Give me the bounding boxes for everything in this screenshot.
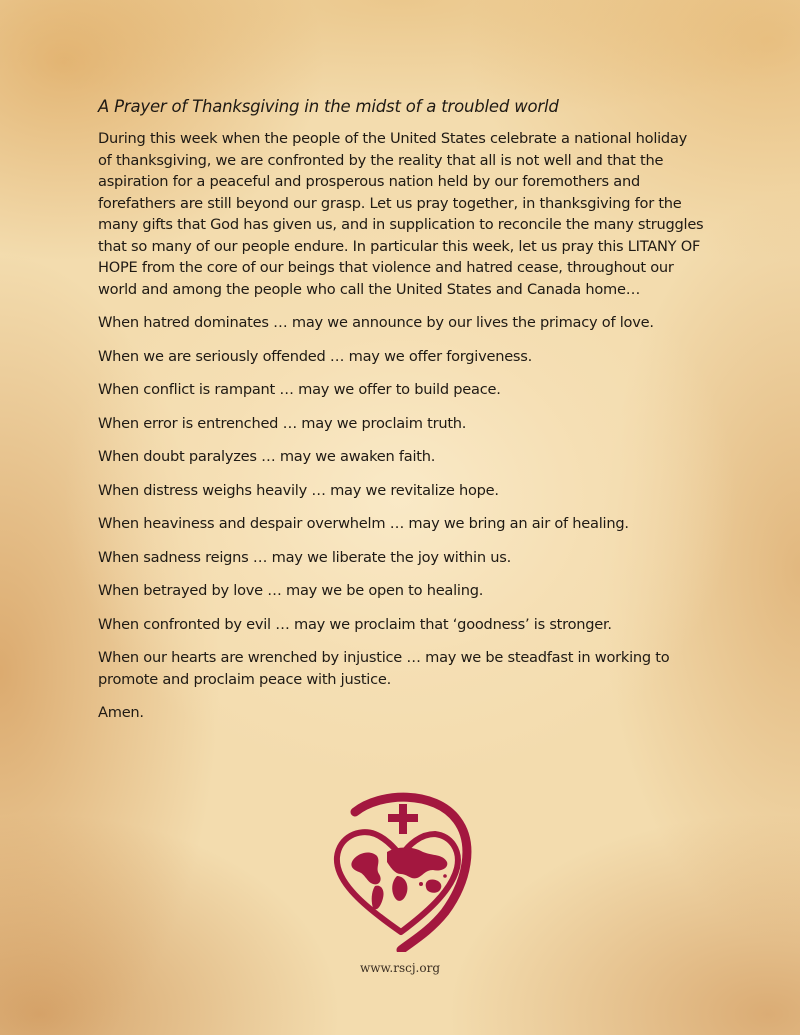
closing-amen: Amen. bbox=[98, 704, 144, 721]
litany-line: When confronted by evil … may we proclaim that ‘goodness’ is stronger. bbox=[98, 615, 612, 633]
website-link[interactable]: www.rscj.org bbox=[360, 961, 440, 975]
prayer-document bbox=[98, 96, 704, 724]
intro-paragraph: During this week when the people of the United States celebrate a national holiday of thanksgiving, we are confronted by the reality that all is not well and that the aspiration for a peaceful and prosperous nation held by our foremothers and forefathers are still beyond our grasp. Let us pray together, in thanksgiving for the many gifts that God has given us, and in supplication to reconcile the many struggles that so many of our people endure. In particular this week, let us pray this LITANY OF HOPE from the core of our beings that violence and hatred cease, throughout our world and among the people who call the United States and Canada home… bbox=[98, 130, 704, 298]
litany-line: When distress weighs heavily … may we revitalize hope. bbox=[98, 481, 499, 499]
litany-line: When hatred dominates … may we announce by our lives the primacy of love. bbox=[98, 314, 654, 331]
litany-line: When sadness reigns … may we liberate the joy within us. bbox=[98, 548, 511, 566]
litany-line: When heaviness and despair overwhelm … may we bring an air of healing. bbox=[98, 515, 629, 532]
litany-line: When betrayed by love … may we be open to healing. bbox=[98, 582, 484, 599]
litany-list bbox=[98, 312, 704, 690]
litany-line: When error is entrenched … may we proclaim truth. bbox=[98, 414, 467, 432]
litany-line: When we are seriously offended … may we offer forgiveness. bbox=[98, 347, 533, 365]
litany-line: When conflict is rampant … may we offer to build peace. bbox=[98, 381, 501, 398]
litany-line: When doubt paralyzes … may we awaken faith. bbox=[98, 448, 436, 465]
litany-line: When our hearts are wrenched by injustice … may we be steadfast in working to promote and proclaim peace with justice. bbox=[98, 649, 670, 688]
heart-globe-cross-icon bbox=[325, 782, 475, 952]
document-title: A Prayer of Thanksgiving in the midst of a troubled world bbox=[98, 97, 559, 116]
